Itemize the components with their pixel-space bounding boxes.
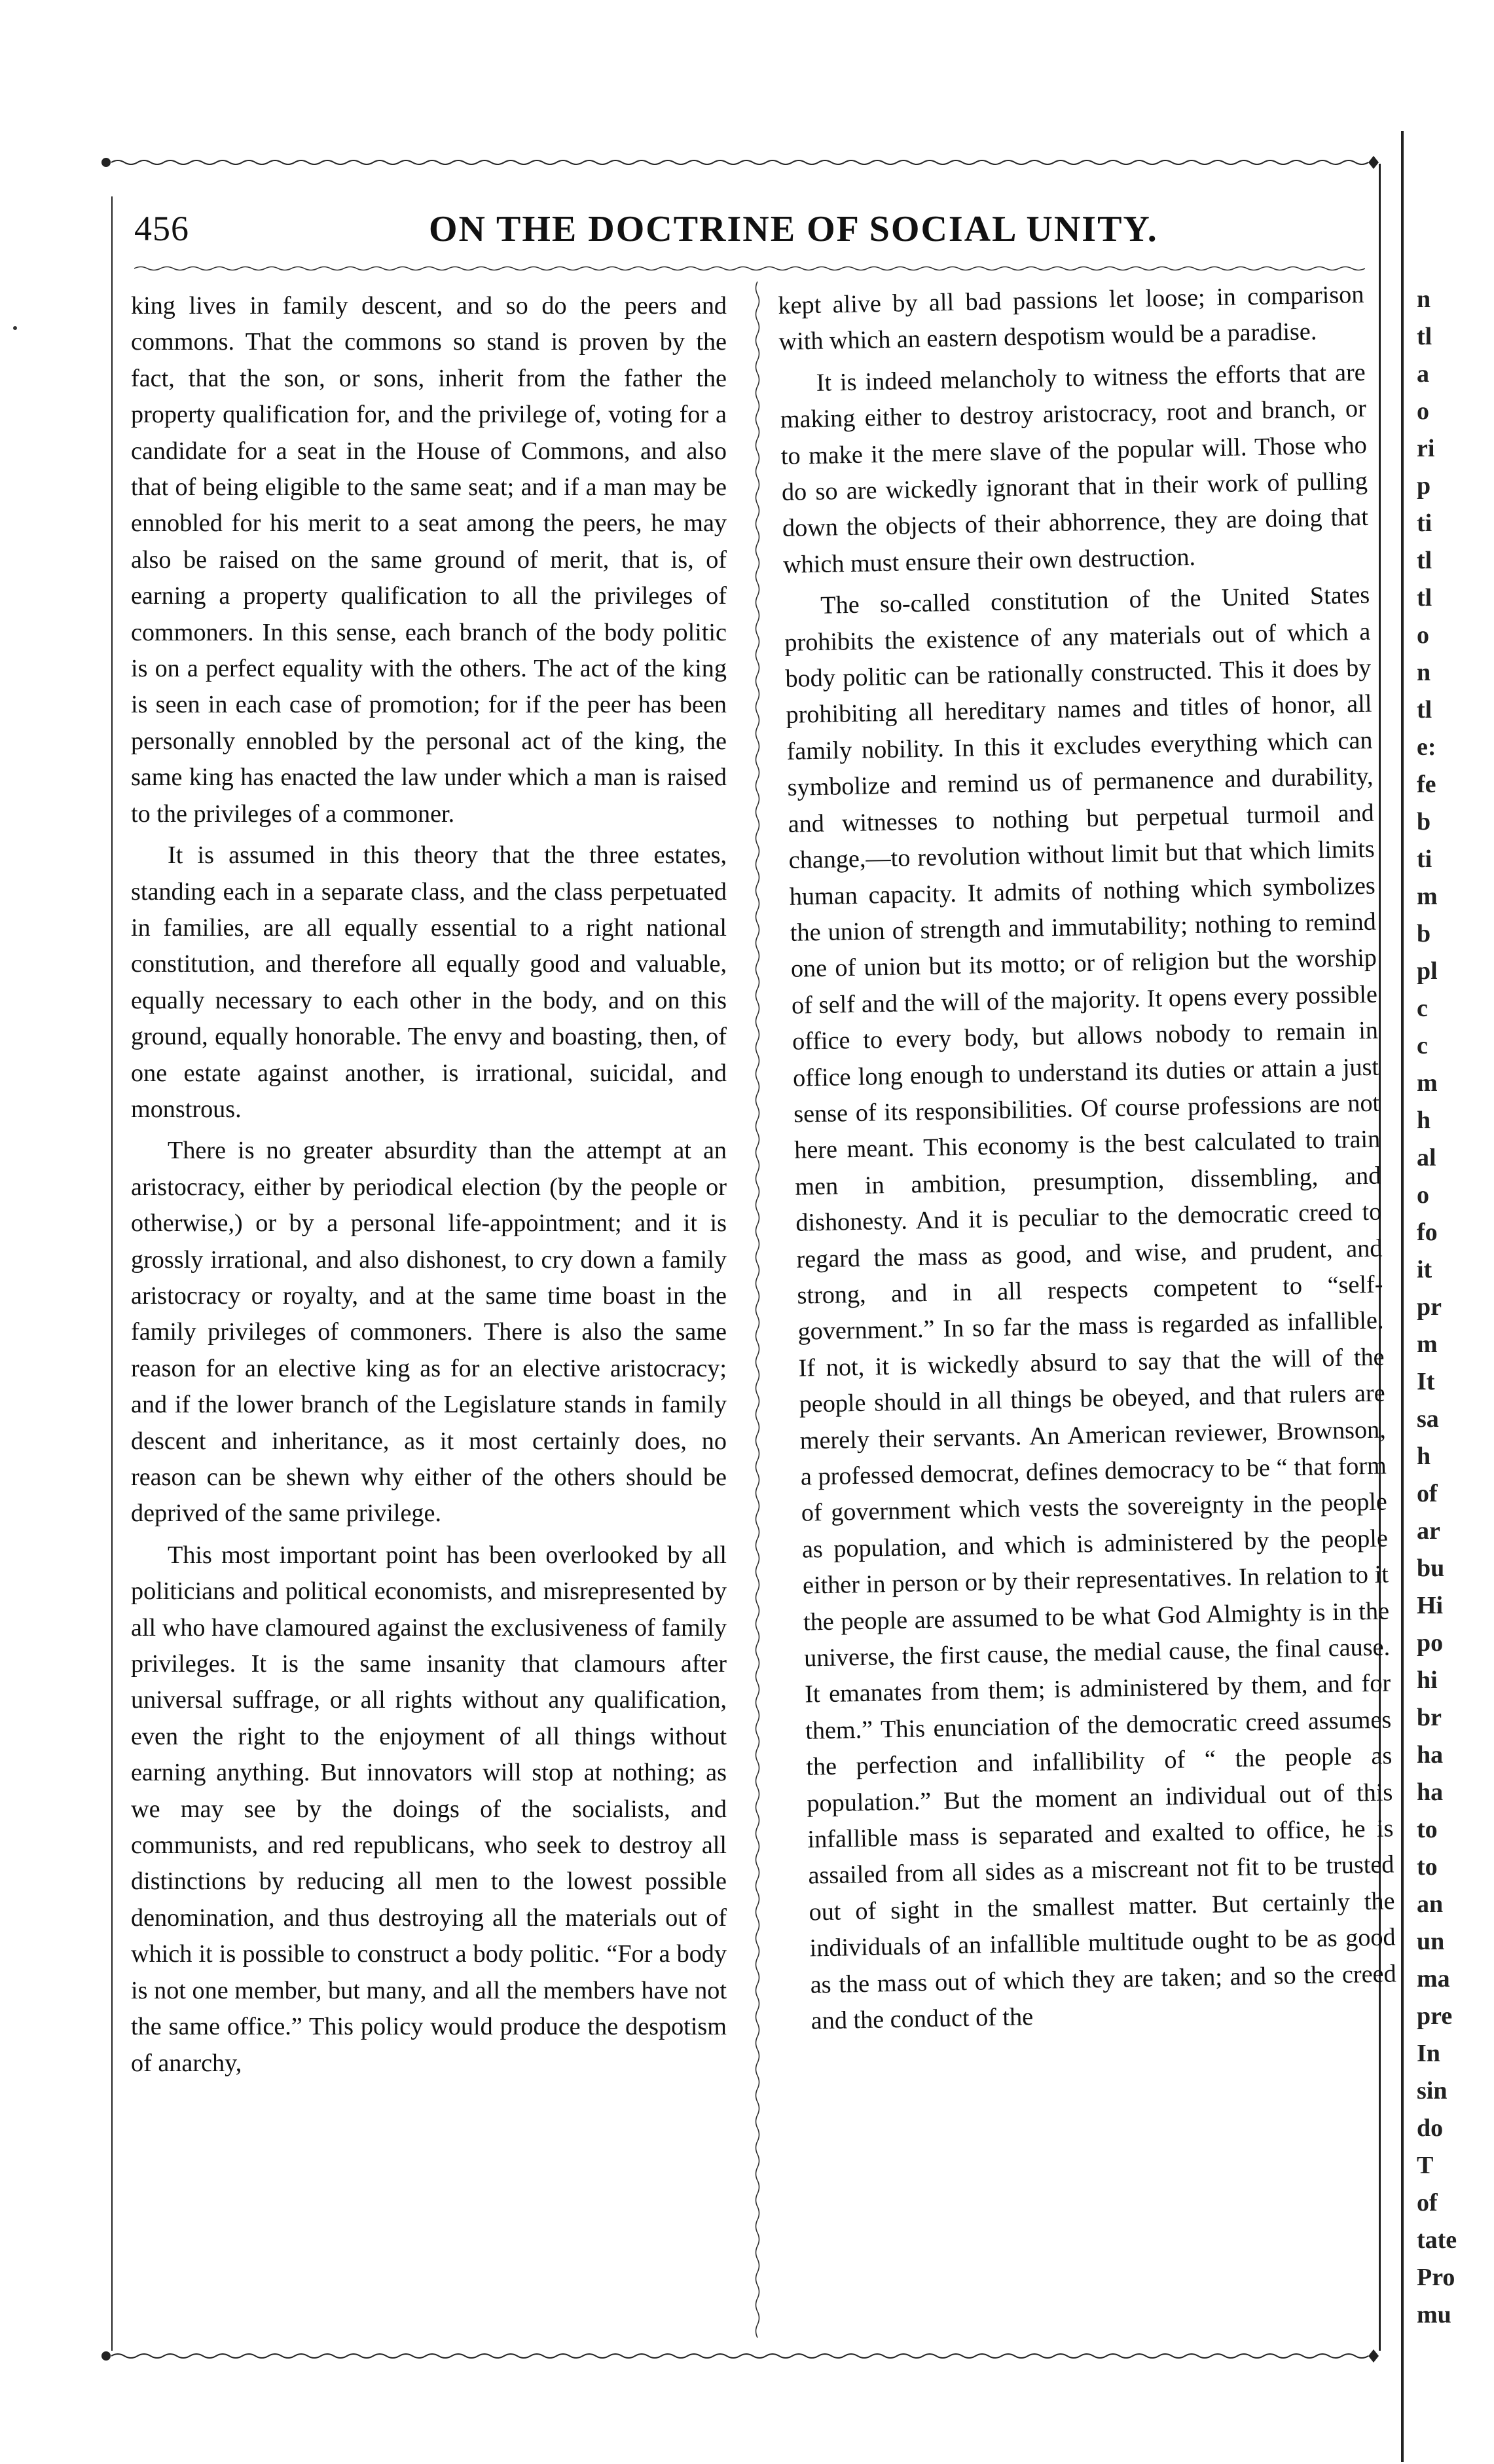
adjacent-page-fragment: e: xyxy=(1417,733,1436,761)
adjacent-page-fragment: Pro xyxy=(1417,2264,1455,2291)
paragraph: The so-called constitution of the United States prohibits the existence of any materials out of which a body politic can be rationally constructed. This it does by prohibiting all hereditary names and titles of honor, all family nobility. In this it excludes everything which can symbolize and remind us of permanence and durability, and witnesses to nothing but perpetual turmoil and change,—to revolution without limit but that which limits human capacity. It admits of nothing which symbolizes the union of strength and immutability; nothing to remind one of union but its motto; or of religion but the worship of self and the will of the majority. It opens every possible office to every body, but allows nobody to remain in office long enough to understand its duties or attain a just sense of its responsibilities. Of course professions are not here meant. This economy is the best calculated to train men in ambition, presumption, dissembling, and dishonesty. And it is peculiar to the democratic creed to regard the mass as good, and wise, and prudent, and strong, and in all respects competent to “self-government.” In so far the mass is regarded as infallible. If not, it is wickedly absurd to say that the will of the people should in all things be obeyed, and that rulers are merely their servants. An American reviewer, Brownson, a professed democrat, defines democracy to be “ that form of government which vests the sovereignty in the people as population, and which is administered by the people either in person or by their representatives. In relation to it the people are assumed to be what God Almighty is in the universe, the first cause, the medial cause, the final cause. It emanates from them; is administered by them, and for them.” This enunciation of the democratic creed assumes the perfection and infallibility of “ the people as population.” But the moment an individual out of this infallible mass is separated and exalted to office, he is assailed from all sides as a miscreant not fit to be trusted out of sight in the smallest matter. But certainly the individuals of an infallible multitude ought to be as good as the mass out of which they are taken; and so the creed and the conduct of the xyxy=(784,581,1396,2035)
adjacent-page-fragment: to xyxy=(1417,1853,1438,1881)
adjacent-page-fragment: ar xyxy=(1417,1517,1440,1545)
adjacent-page-fragment: tl xyxy=(1417,584,1432,612)
adjacent-page-fragment: h xyxy=(1417,1443,1431,1470)
adjacent-page-fragment: b xyxy=(1417,920,1431,947)
adjacent-page-fragment: ha xyxy=(1417,1778,1444,1806)
adjacent-page-fragment: mu xyxy=(1417,2301,1451,2328)
adjacent-page-fragment: an xyxy=(1417,1890,1444,1918)
adjacent-page-fragment: h xyxy=(1417,1107,1431,1134)
adjacent-page-fragment: n xyxy=(1417,659,1431,686)
adjacent-page-fragment: tl xyxy=(1417,696,1432,724)
page-number: 456 xyxy=(134,209,189,248)
adjacent-page-fragment: a xyxy=(1417,360,1429,388)
adjacent-page-edge xyxy=(1401,131,1494,2462)
adjacent-page-fragment: o xyxy=(1417,621,1429,649)
paragraph: king lives in family descent, and so do the peers and commons. That the commons so stand is proven by the fact, that the son, or sons, inherit from the father the property qualification for, and the privilege of, voting for a candidate for a seat in the House of Commons, and also that of being eligible to the same seat; and if a man may be ennobled for his merit to a seat among the peers, he may also be raised on the same ground of merit, that is, of earning a property qualification to all the privileges of commoners. In this sense, each branch of the body politic is on a perfect equality with the others. The act of the king is seen in each case of promotion; for if the peer has been personally ennobled by the personal act of the king, the same king has enacted the law under which a man is raised to the privileges of a commoner. xyxy=(131,292,727,828)
adjacent-page-fragment: of xyxy=(1417,1480,1438,1507)
paragraph: kept alive by all bad passions let loose; in comparison with which an eastern despotism would be a paradise. xyxy=(778,280,1364,356)
adjacent-page-fragment: do xyxy=(1417,2114,1444,2142)
margin-speck xyxy=(13,326,17,330)
adjacent-page-fragment: b xyxy=(1417,808,1431,836)
running-title: ON THE DOCTRINE OF SOCIAL UNITY. xyxy=(429,209,1158,249)
adjacent-page-fragment: ha xyxy=(1417,1741,1444,1769)
adjacent-page-fragment: pl xyxy=(1417,957,1438,985)
page-header xyxy=(134,208,1365,261)
adjacent-page-fragment: of xyxy=(1417,2189,1438,2216)
adjacent-page-fragment: po xyxy=(1417,1629,1444,1657)
adjacent-page-fragment: un xyxy=(1417,1928,1445,1955)
adjacent-page-fragment: It xyxy=(1417,1368,1435,1395)
adjacent-page-border xyxy=(1401,131,1404,2462)
adjacent-page-fragment: Hi xyxy=(1417,1592,1444,1619)
adjacent-page-fragment: tate xyxy=(1417,2226,1457,2254)
adjacent-page-fragment: to xyxy=(1417,1816,1438,1843)
adjacent-page-fragment: sa xyxy=(1417,1405,1439,1433)
adjacent-page-fragment: tl xyxy=(1417,547,1432,574)
adjacent-page-fragment: n xyxy=(1417,285,1431,313)
column-divider xyxy=(753,282,762,2344)
adjacent-page-fragment: ti xyxy=(1417,509,1432,537)
left-border-rule xyxy=(111,196,113,2351)
adjacent-page-fragment: hi xyxy=(1417,1666,1438,1694)
adjacent-page-fragment: bu xyxy=(1417,1554,1445,1582)
paragraph: There is no greater absurdity than the attempt at an aristocracy, either by periodical election (by the people or otherwise,) or by a personal life-appointment; and it is grossly irrational, and also dishonest, to cry down a family aristocracy or royalty, and at the same time boast in the family privileges of commoners. There is also the same reason for an elective king as for an elective aristocracy; and if the lower branch of the Legislature stands in family descent and inheritance, as it most certainly does, no reason can be shewn why either of the others should be deprived of the same privilege. xyxy=(131,1137,727,1528)
paragraph: This most important point has been overlooked by all politicians and political economists, and misrepresented by all who have clamoured against the exclusiveness of family privileges. It is the same insanity that clamours after universal suffrage, or all rights without any qualification, even the right to the enjoyment of all things without earning anything. But innovators will stop at nothing; as we may see by the doings of the socialists, and communists, and red republicans, who seek to destroy all distinctions by reducing all men to the lowest possible denomination, and thus destroying all the materials out of which it is possible to construct a body politic. “For a body is not one member, but many, and all the members have not the same office.” This policy would produce the despotism of anarchy, xyxy=(131,1541,727,2077)
adjacent-page-fragment: fe xyxy=(1417,771,1436,798)
adjacent-page-fragment: fo xyxy=(1417,1219,1438,1246)
adjacent-page-fragment: ma xyxy=(1417,1965,1450,1993)
paragraph: It is assumed in this theory that the three estates, standing each in a separate class, and the class perpetuated in families, are all equally essential to a right national constitution, and therefore all equally good and valuable, equally necessary to each other in the body, and on this ground, equally honorable. The envy and boasting, then, of one estate against another, is irrational, suicidal, and monstrous. xyxy=(131,841,727,1123)
adjacent-page-fragment: c xyxy=(1417,995,1428,1022)
adjacent-page-fragment: pr xyxy=(1417,1293,1442,1321)
adjacent-page-fragment: m xyxy=(1417,1331,1438,1358)
adjacent-page-fragment: In xyxy=(1417,2040,1440,2067)
adjacent-page-fragment: ti xyxy=(1417,845,1432,873)
adjacent-page-fragment: m xyxy=(1417,1069,1438,1097)
adjacent-page-fragment: tl xyxy=(1417,323,1432,350)
adjacent-page-fragment: m xyxy=(1417,883,1438,910)
paragraph: It is indeed melancholy to witness the efforts that are making either to destroy aristocracy, root and branch, or to make it the mere slave of the popular will. Those who do so are wickedly ignorant that in their work of pulling down the objects of their abhorrence, they are doing that which must ensure their own destruction. xyxy=(780,358,1369,579)
adjacent-page-fragment: T xyxy=(1417,2152,1434,2179)
adjacent-page-fragment: p xyxy=(1417,472,1431,500)
right-text-column xyxy=(778,277,1397,2040)
left-text-column xyxy=(131,288,727,2082)
adjacent-page-fragment: al xyxy=(1417,1144,1436,1171)
adjacent-page-fragment: o xyxy=(1417,397,1429,425)
bottom-ornamental-border xyxy=(98,2348,1381,2364)
adjacent-page-fragment: it xyxy=(1417,1256,1432,1283)
adjacent-page-fragment: pre xyxy=(1417,2002,1453,2030)
adjacent-page-fragment: ri xyxy=(1417,435,1435,462)
header-wavy-rule xyxy=(134,262,1365,275)
adjacent-page-fragment: sin xyxy=(1417,2077,1448,2105)
adjacent-page-fragment: br xyxy=(1417,1704,1442,1731)
top-ornamental-border xyxy=(98,155,1381,170)
adjacent-page-fragment: c xyxy=(1417,1032,1428,1059)
adjacent-page-fragment: o xyxy=(1417,1181,1429,1209)
